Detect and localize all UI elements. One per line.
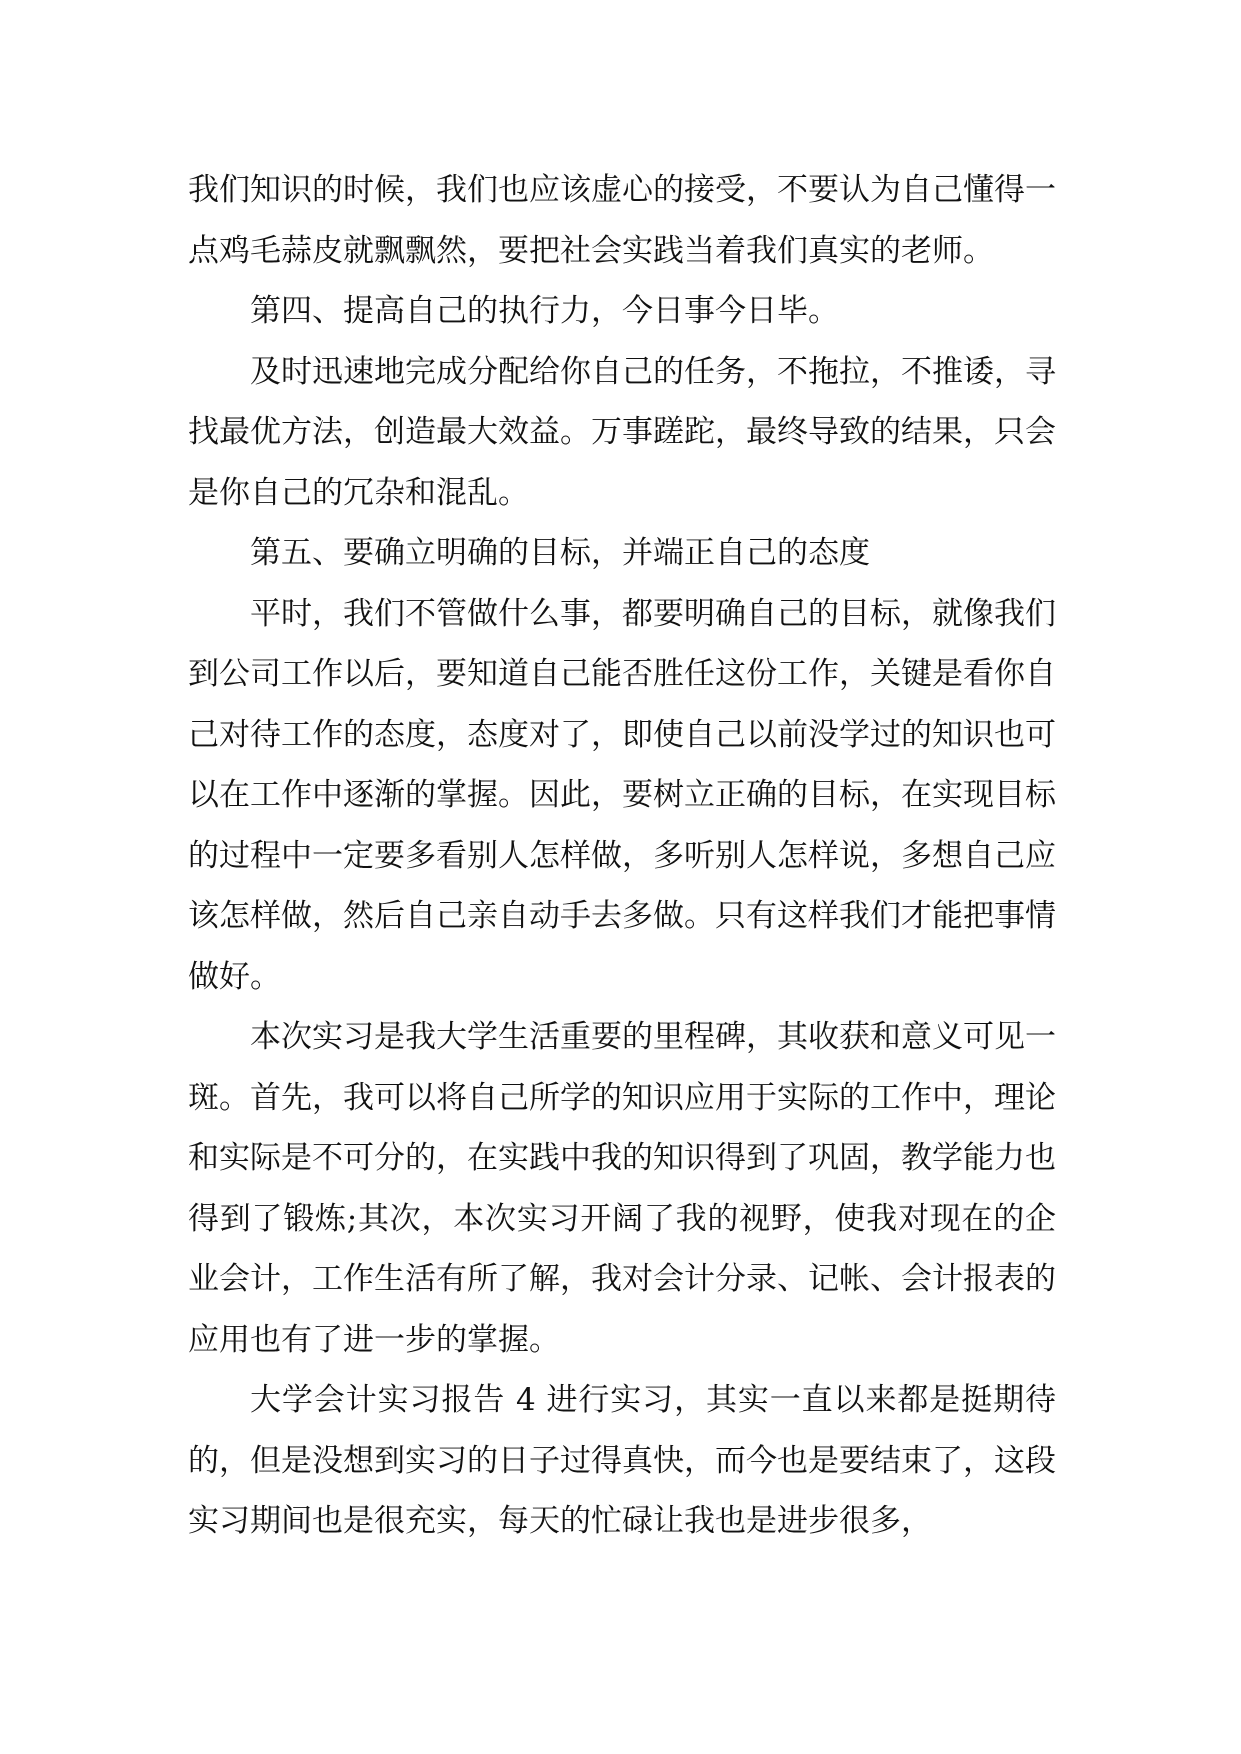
paragraph-continued: 我们知识的时候，我们也应该虚心的接受，不要认为自己懂得一点鸡毛蒜皮就飘飘然，要把社会实践当着我们真实的老师。 xyxy=(188,172,1056,269)
paragraph-heading-four: 第四、提高自己的执行力，今日事今日毕。 xyxy=(250,293,839,329)
paragraph-heading-five: 第五、要确立明确的目标，并端正自己的态度 xyxy=(250,535,870,571)
paragraph: 及时迅速地完成分配给你自己的任务，不拖拉，不推诿，寻找最优方法，创造最大效益。万事蹉跎，最终导致的结果，只会是你自己的冗杂和混乱。 xyxy=(188,353,1056,511)
paragraph: 大学会计实习报告 4 进行实习，其实一直以来都是挺期待的，但是没想到实习的日子过得真快，而今也是要结束了，这段实习期间也是很充实，每天的忙碌让我也是进步很多， xyxy=(188,1382,1056,1539)
paragraph: 本次实习是我大学生活重要的里程碑，其收获和意义可见一斑。首先，我可以将自己所学的知识应用于实际的工作中，理论和实际是不可分的，在实践中我的知识得到了巩固，教学能力也得到了锻炼;其次，本次实习开阔了我的视野，使我对现在的企业会计，工作生活有所了解，我对会计分录、记帐、会计报表的应用也有了进一步的掌握。 xyxy=(188,1019,1056,1358)
document-body xyxy=(188,160,1056,1552)
paragraph: 平时，我们不管做什么事，都要明确自己的目标，就像我们到公司工作以后，要知道自己能否胜任这份工作，关键是看你自己对待工作的态度，态度对了，即使自己以前没学过的知识也可以在工作中逐渐的掌握。因此，要树立正确的目标，在实现目标的过程中一定要多看别人怎样做，多听别人怎样说，多想自己应该怎样做，然后自己亲自动手去多做。只有这样我们才能把事情做好。 xyxy=(188,595,1056,995)
